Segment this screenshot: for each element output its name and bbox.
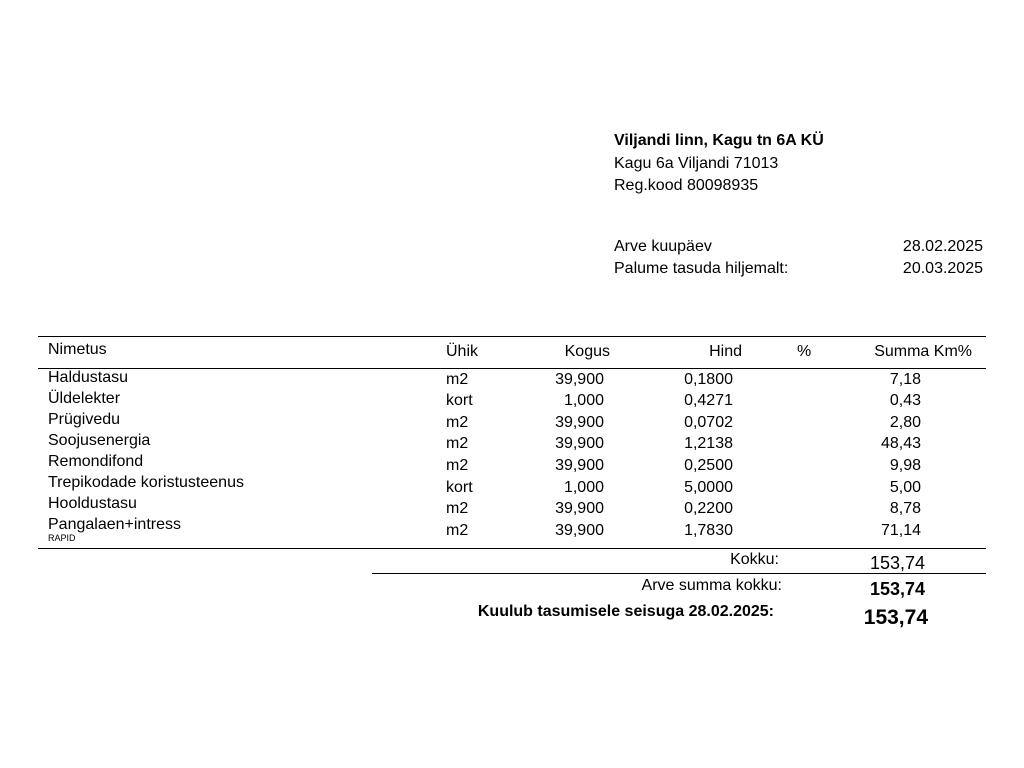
- total-label: Kokku:: [730, 551, 779, 568]
- row-qty: 39,900: [555, 457, 604, 474]
- row-unit: m2: [446, 414, 469, 431]
- header-bottom-rule: [38, 368, 986, 369]
- row-qty: 1,000: [563, 479, 604, 496]
- amount-due-label: Kuulub tasumisele seisuga 28.02.2025:: [477, 603, 774, 620]
- totals-rule: [372, 573, 986, 574]
- row-name: Hooldustasu: [48, 495, 137, 512]
- row-price: 1,2138: [684, 435, 733, 452]
- row-sum: 7,18: [889, 371, 921, 388]
- row-price: 0,4271: [684, 392, 733, 409]
- table-bottom-rule: [38, 548, 986, 549]
- row-sum: 8,78: [889, 500, 921, 517]
- row-name: Remondifond: [48, 453, 144, 470]
- row-unit: m2: [446, 457, 469, 474]
- row-price: 0,2200: [684, 500, 733, 517]
- row-name: Haldustasu: [48, 369, 129, 386]
- row-price: 5,0000: [684, 479, 733, 496]
- row-qty: 39,900: [555, 522, 604, 539]
- row-qty: 39,900: [555, 435, 604, 452]
- row-price: 0,0702: [684, 414, 733, 431]
- header-unit: Ühik: [446, 343, 479, 360]
- row-name: Trepikodade koristusteenus: [48, 474, 244, 491]
- row-sum: 71,14: [880, 522, 921, 539]
- row-price: 1,7830: [684, 522, 733, 539]
- row-unit: kort: [446, 479, 473, 496]
- row-unit: m2: [446, 500, 469, 517]
- row-qty: 1,000: [563, 392, 604, 409]
- due-date-value: 20.03.2025: [902, 260, 983, 277]
- row-sum: 9,98: [889, 457, 921, 474]
- due-date-label: Palume tasuda hiljemalt:: [614, 260, 789, 277]
- invoice-date-label: Arve kuupäev: [614, 238, 712, 255]
- header-vat: %: [797, 343, 812, 360]
- row-qty: 39,900: [555, 371, 604, 388]
- row-note: RAPID: [48, 533, 76, 543]
- company-reg-code: Reg.kood 80098935: [614, 177, 759, 194]
- row-sum: 48,43: [880, 435, 921, 452]
- row-price: 0,1800: [684, 371, 733, 388]
- row-sum: 0,43: [889, 392, 921, 409]
- invoice-total-label: Arve summa kokku:: [641, 577, 782, 594]
- row-qty: 39,900: [555, 414, 604, 431]
- row-unit: m2: [446, 371, 469, 388]
- total-value: 153,74: [869, 553, 925, 573]
- header-name: Nimetus: [48, 341, 107, 358]
- header-sum: Summa Km%: [874, 343, 972, 360]
- row-unit: m2: [446, 435, 469, 452]
- row-sum: 5,00: [889, 479, 921, 496]
- invoice-total-value: 153,74: [869, 579, 925, 599]
- row-qty: 39,900: [555, 500, 604, 517]
- row-name: Prügivedu: [48, 411, 121, 428]
- row-name: Pangalaen+intress: [48, 516, 181, 533]
- row-sum: 2,80: [889, 414, 921, 431]
- invoice-date-value: 28.02.2025: [902, 238, 983, 255]
- company-name: Viljandi linn, Kagu tn 6A KÜ: [614, 132, 824, 149]
- row-name: Soojusenergia: [48, 432, 151, 449]
- amount-due-value: 153,74: [863, 606, 928, 629]
- header-qty: Kogus: [564, 343, 610, 360]
- table-top-rule: [38, 336, 986, 337]
- row-unit: m2: [446, 522, 469, 539]
- company-address: Kagu 6a Viljandi 71013: [614, 155, 779, 172]
- row-price: 0,2500: [684, 457, 733, 474]
- row-unit: kort: [446, 392, 473, 409]
- row-name: Üldelekter: [48, 390, 121, 407]
- header-price: Hind: [709, 343, 742, 360]
